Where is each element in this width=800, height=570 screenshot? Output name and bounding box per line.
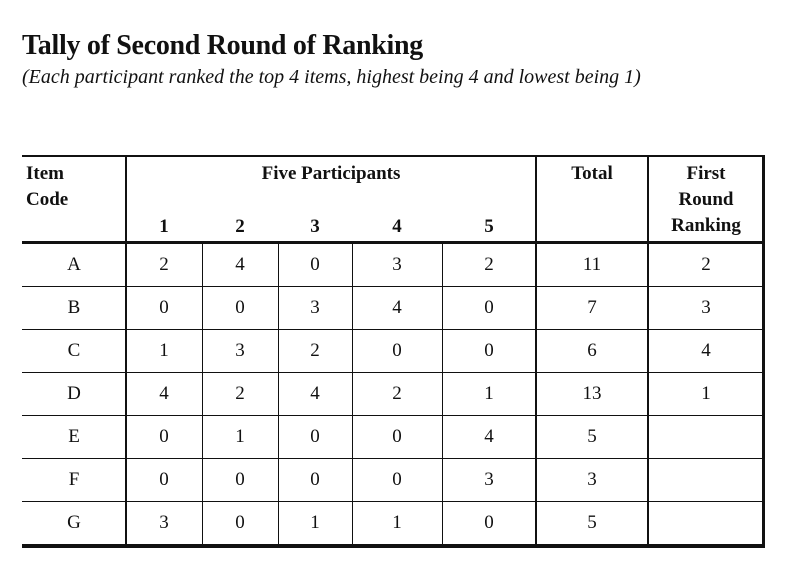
table-right-edge [762,155,765,548]
total-cell: 7 [587,297,597,318]
total-cell: 5 [587,426,597,447]
score-cell: 3 [392,254,402,275]
score-cell: 0 [484,340,494,361]
score-cell: 2 [484,254,494,275]
score-cell: 0 [310,254,320,275]
score-cell: 4 [235,254,245,275]
first-round-cell: 3 [701,297,711,318]
participant-column-divider [278,243,279,544]
participants-header: Five Participants [261,163,401,184]
score-cell: 4 [310,383,320,404]
score-cell: 0 [235,297,245,318]
row-divider [22,329,764,330]
participant-number-2: 2 [235,215,245,237]
item-code-cell: B [67,297,81,318]
item-code-cell: C [67,340,81,361]
item-code-header-line-1: Item [26,163,64,184]
score-cell: 0 [235,469,245,490]
table-bottom-rule [22,544,764,548]
score-cell: 2 [310,340,320,361]
total-cell: 13 [582,383,602,404]
first-round-header [648,161,764,239]
row-divider [22,372,764,373]
column-divider [647,155,649,544]
item-code-header [26,161,68,213]
participant-column-divider [442,243,443,544]
first-round-header-line-2: Round [678,189,734,210]
item-code-cell: A [67,254,81,275]
score-cell: 2 [392,383,402,404]
column-divider [535,155,537,544]
first-round-cell [648,415,764,458]
ranking-table [22,155,764,545]
first-round-cell: 2 [701,254,711,275]
score-cell: 4 [392,297,402,318]
score-cell: 2 [159,254,169,275]
score-cell: 0 [159,297,169,318]
score-cell: 0 [310,469,320,490]
page-title: Tally of Second Round of Ranking [22,30,423,61]
item-code-cell: G [67,512,81,533]
table-top-rule [22,155,764,157]
first-round-header-line-3: Ranking [671,215,741,236]
score-cell: 1 [310,512,320,533]
first-round-cell: 1 [701,383,711,404]
page-subtitle: (Each participant ranked the top 4 items, highest being 4 and lowest being 1) [22,66,641,88]
total-cell: 3 [587,469,597,490]
header-rule [22,241,764,244]
score-cell: 1 [392,512,402,533]
item-code-cell: D [67,383,81,404]
participant-number-4: 4 [392,215,402,237]
score-cell: 1 [159,340,169,361]
item-code-cell: E [68,426,80,447]
score-cell: 0 [235,512,245,533]
row-divider [22,501,764,502]
score-cell: 4 [484,426,494,447]
first-round-cell [648,501,764,544]
score-cell: 1 [484,383,494,404]
score-cell: 0 [159,469,169,490]
first-round-header-line-1: First [686,163,726,184]
total-cell: 5 [587,512,597,533]
score-cell: 0 [392,426,402,447]
row-divider [22,286,764,287]
score-cell: 0 [484,512,494,533]
participant-number-3: 3 [310,215,320,237]
row-divider [22,458,764,459]
first-round-cell [648,458,764,501]
participant-column-divider [352,243,353,544]
item-code-header-line-2: Code [26,189,69,210]
score-cell: 0 [310,426,320,447]
score-cell: 3 [484,469,494,490]
row-divider [22,415,764,416]
column-divider [125,155,127,544]
score-cell: 3 [159,512,169,533]
score-cell: 0 [159,426,169,447]
participant-number-5: 5 [484,215,494,237]
score-cell: 3 [310,297,320,318]
score-cell: 0 [484,297,494,318]
total-header: Total [571,163,613,184]
score-cell: 0 [392,469,402,490]
score-cell: 2 [235,383,245,404]
participant-column-divider [202,243,203,544]
total-cell: 6 [587,340,597,361]
score-cell: 1 [235,426,245,447]
score-cell: 4 [159,383,169,404]
score-cell: 3 [235,340,245,361]
total-cell: 11 [582,254,602,275]
participant-number-1: 1 [159,215,169,237]
first-round-cell: 4 [701,340,711,361]
score-cell: 0 [392,340,402,361]
item-code-cell: F [68,469,80,490]
